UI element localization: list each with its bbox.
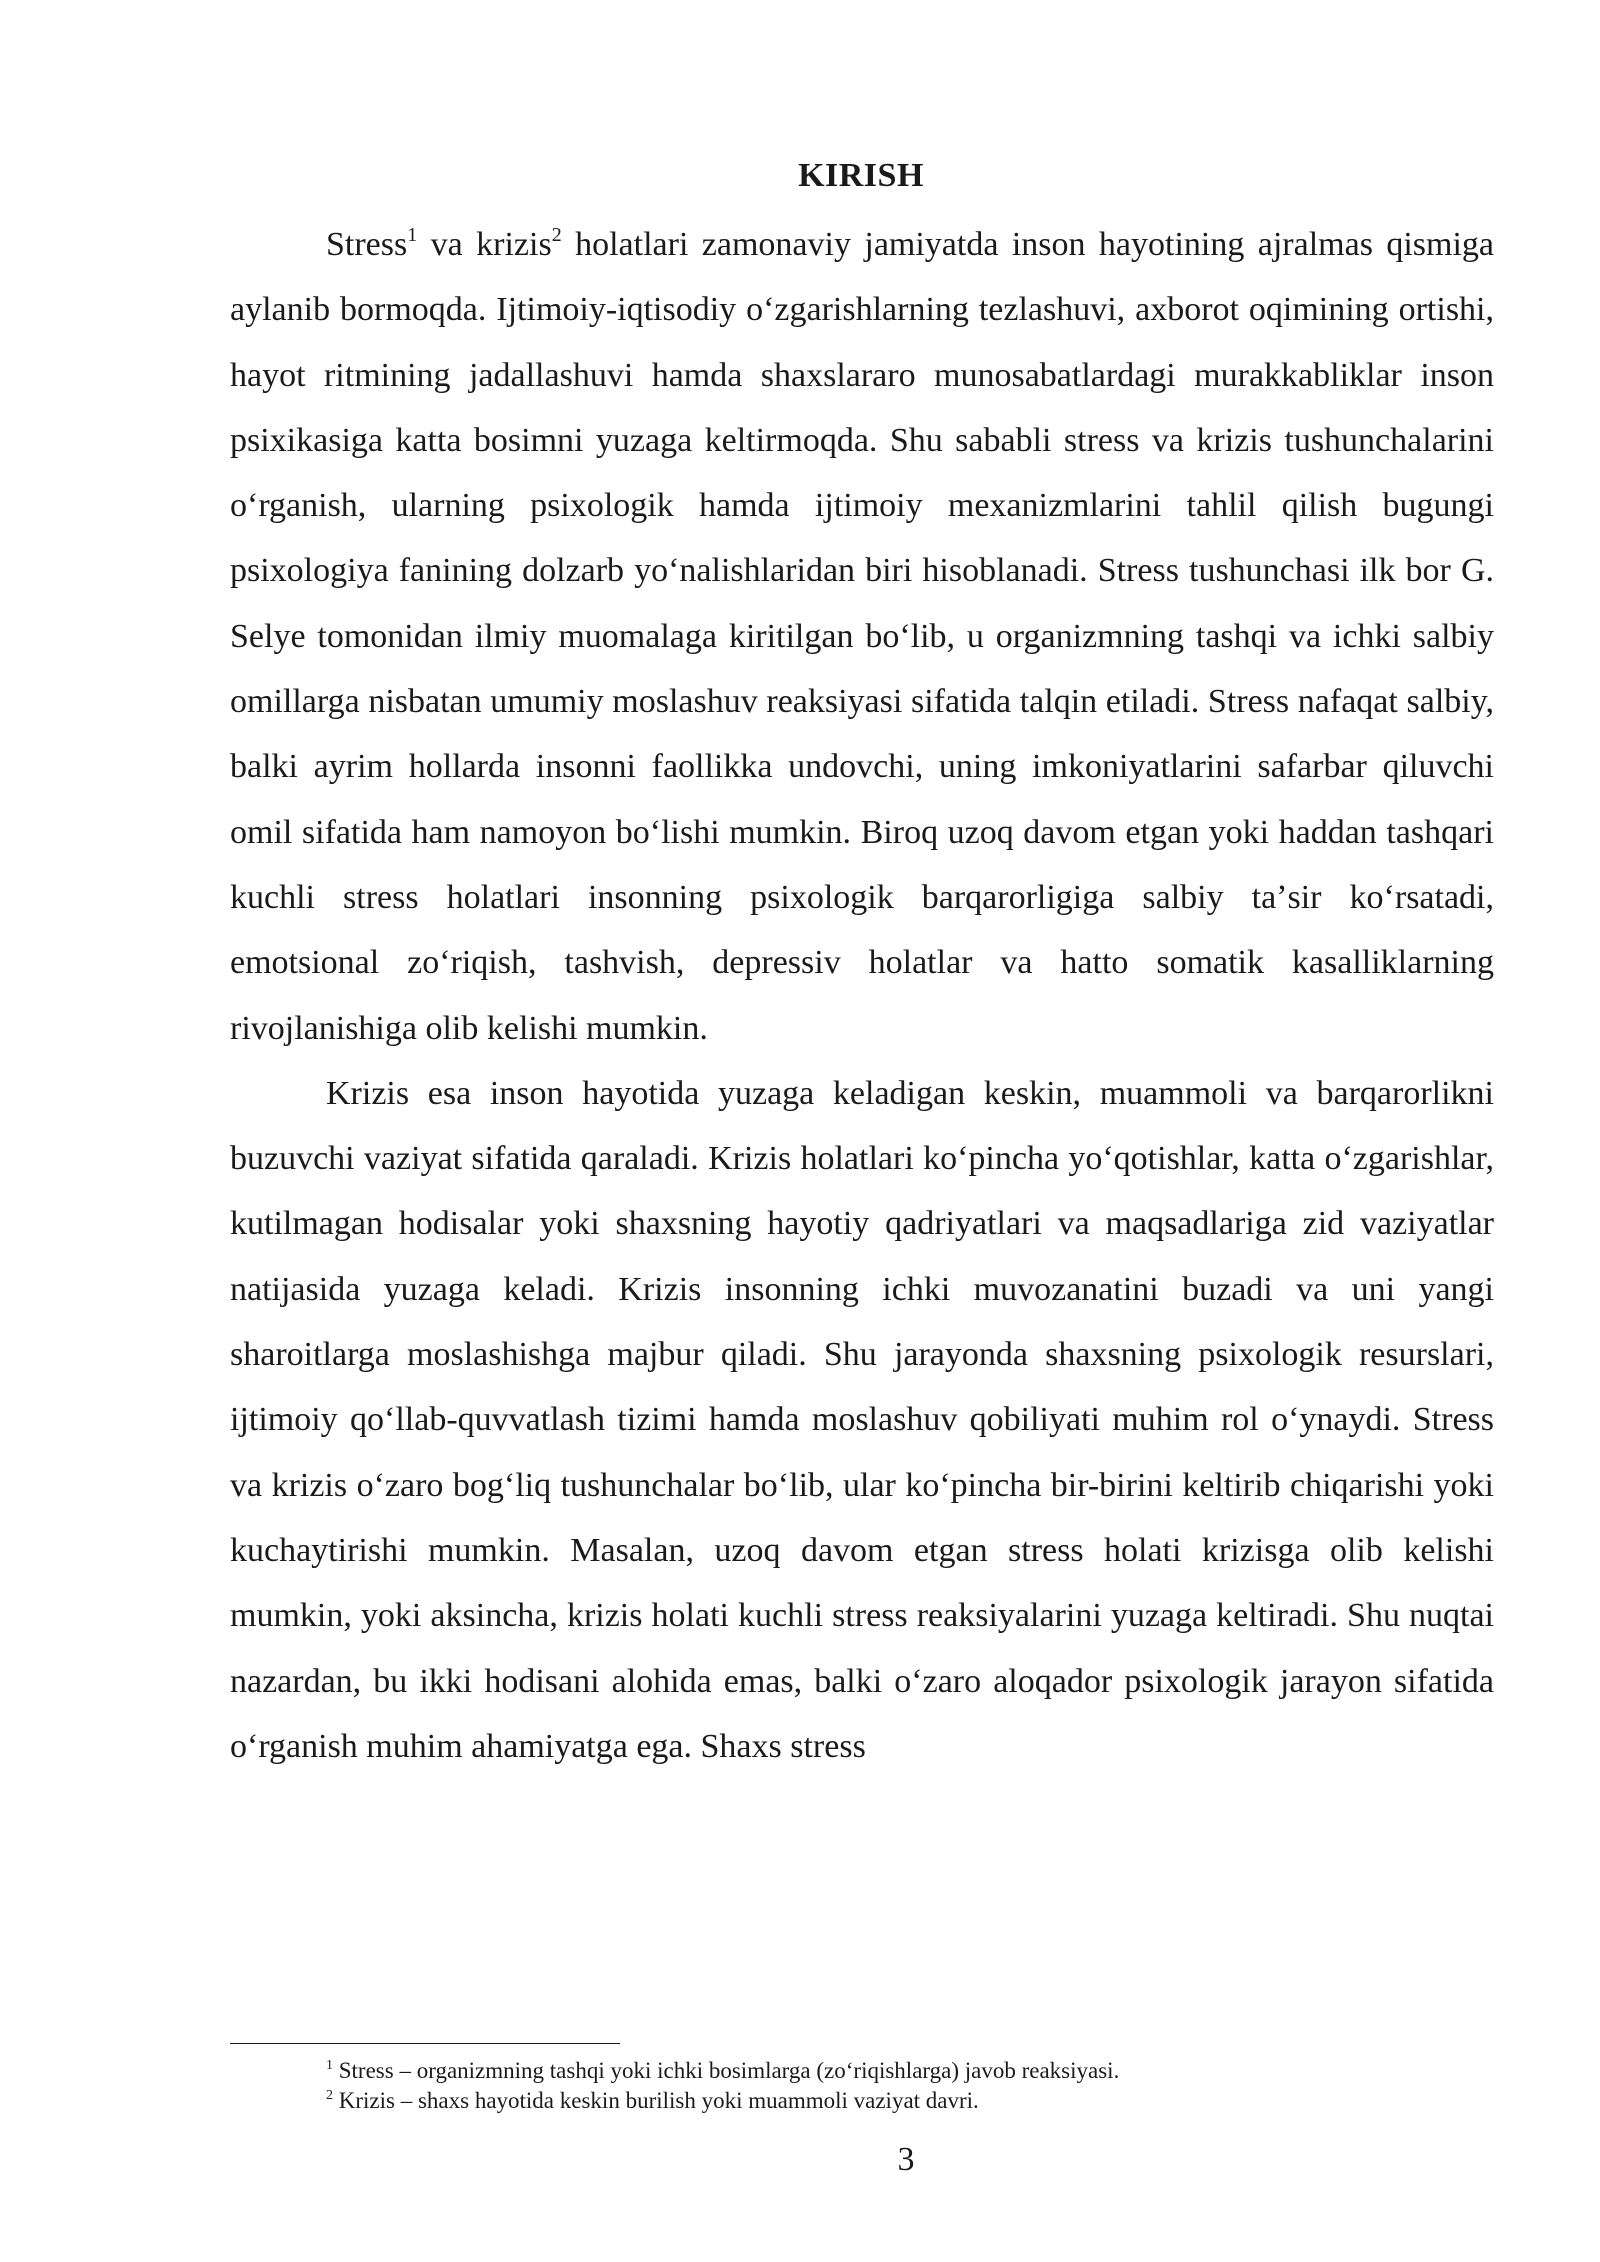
footnote-mark-1: 1 [326, 2058, 333, 2073]
footnote-text-1: Stress – organizmning tashqi yoki ichki bosimlarga (zoʻriqishlarga) javob reaksiyasi. [333, 2058, 1120, 2083]
footnote-ref-1[interactable]: 1 [407, 224, 418, 246]
word-krizis: krizis [476, 226, 552, 263]
footnote-mark-2: 2 [326, 2088, 333, 2103]
footnotes [326, 2056, 1496, 2116]
text-va: va [417, 226, 477, 263]
footnote-text-2: Krizis – shaxs hayotida keskin burilish yoki muammoli vaziyat davri. [333, 2088, 979, 2113]
page-title: KIRISH [798, 157, 924, 194]
paragraph-1-rest: holatlari zamonaviy jamiyatda inson hayotining ajralmas qismiga aylanib bormoqda. Ijtimoiy-iqtisodiy oʻzgarishlarning tezlashuvi, axborot oqimining ortishi, hayot ritmining jadallashuvi hamda shaxslararo munosabatlardagi murakkabliklar inson psixikasiga katta bosimni yuzaga keltirmoqda. Shu sababli stress va krizis tushunchalarini oʻrganish, ularning psixologik hamda ijtimoiy mexanizmlarini tahlil qilish bugungi psixologiya fanining dolzarb yoʻnalishlaridan biri hisoblanadi. Stress tushunchasi ilk bor G. Selye tomonidan ilmiy muomalaga kiritilgan boʻlib, u organizmning tashqi va ichki salbiy omillarga nisbatan umumiy moslashuv reaksiyasi sifatida talqin etiladi. Stress nafaqat salbiy, balki ayrim hollarda insonni faollikka undovchi, uning imkoniyatlarini safarbar qiluvchi omil sifatida ham namoyon boʻlishi mumkin. Biroq uzoq davom etgan yoki haddan tashqari kuchli stress holatlari insonning psixologik barqarorligiga salbiy taʼsir koʻrsatadi, emotsional zoʻriqish, tashvish, depressiv holatlar va hatto somatik kasalliklarning rivojlanishiga olib kelishi mumkin. [230, 226, 1495, 1047]
paragraph-1 [230, 212, 1494, 1061]
footnote-2 [326, 2086, 1496, 2116]
footnote-1 [326, 2056, 1496, 2086]
footnote-ref-2[interactable]: 2 [551, 224, 562, 246]
page-number: 3 [897, 2141, 915, 2178]
paragraph-2: Krizis esa inson hayotida yuzaga keladigan keskin, muammoli va barqarorlikni buzuvchi vaziyat sifatida qaraladi. Krizis holatlari koʻpincha yoʻqotishlar, katta oʻzgarishlar, kutilmagan hodisalar yoki shaxsning hayotiy qadriyatlari va maqsadlariga zid vaziyatlar natijasida yuzaga keladi. Krizis insonning ichki muvozanatini buzadi va uni yangi sharoitlarga moslashishga majbur qiladi. Shu jarayonda shaxsning psixologik resurslari, ijtimoiy qoʻllab-quvvatlash tizimi hamda moslashuv qobiliyati muhim rol oʻynaydi. Stress va krizis oʻzaro bogʻliq tushunchalar boʻlib, ular koʻpincha bir-birini keltirib chiqarishi yoki kuchaytirishi mumkin. Masalan, uzoq davom etgan stress holati krizisga olib kelishi mumkin, yoki aksincha, krizis holati kuchli stress reaksiyalarini yuzaga keltiradi. Shu nuqtai nazardan, bu ikki hodisani alohida emas, balki oʻzaro aloqador psixologik jarayon sifatida oʻrganish muhim ahamiyatga ega. Shaxs stress [230, 1074, 1494, 1765]
word-stress: Stress [326, 226, 408, 263]
body-text [230, 212, 1494, 1779]
footnote-separator [230, 2043, 620, 2044]
